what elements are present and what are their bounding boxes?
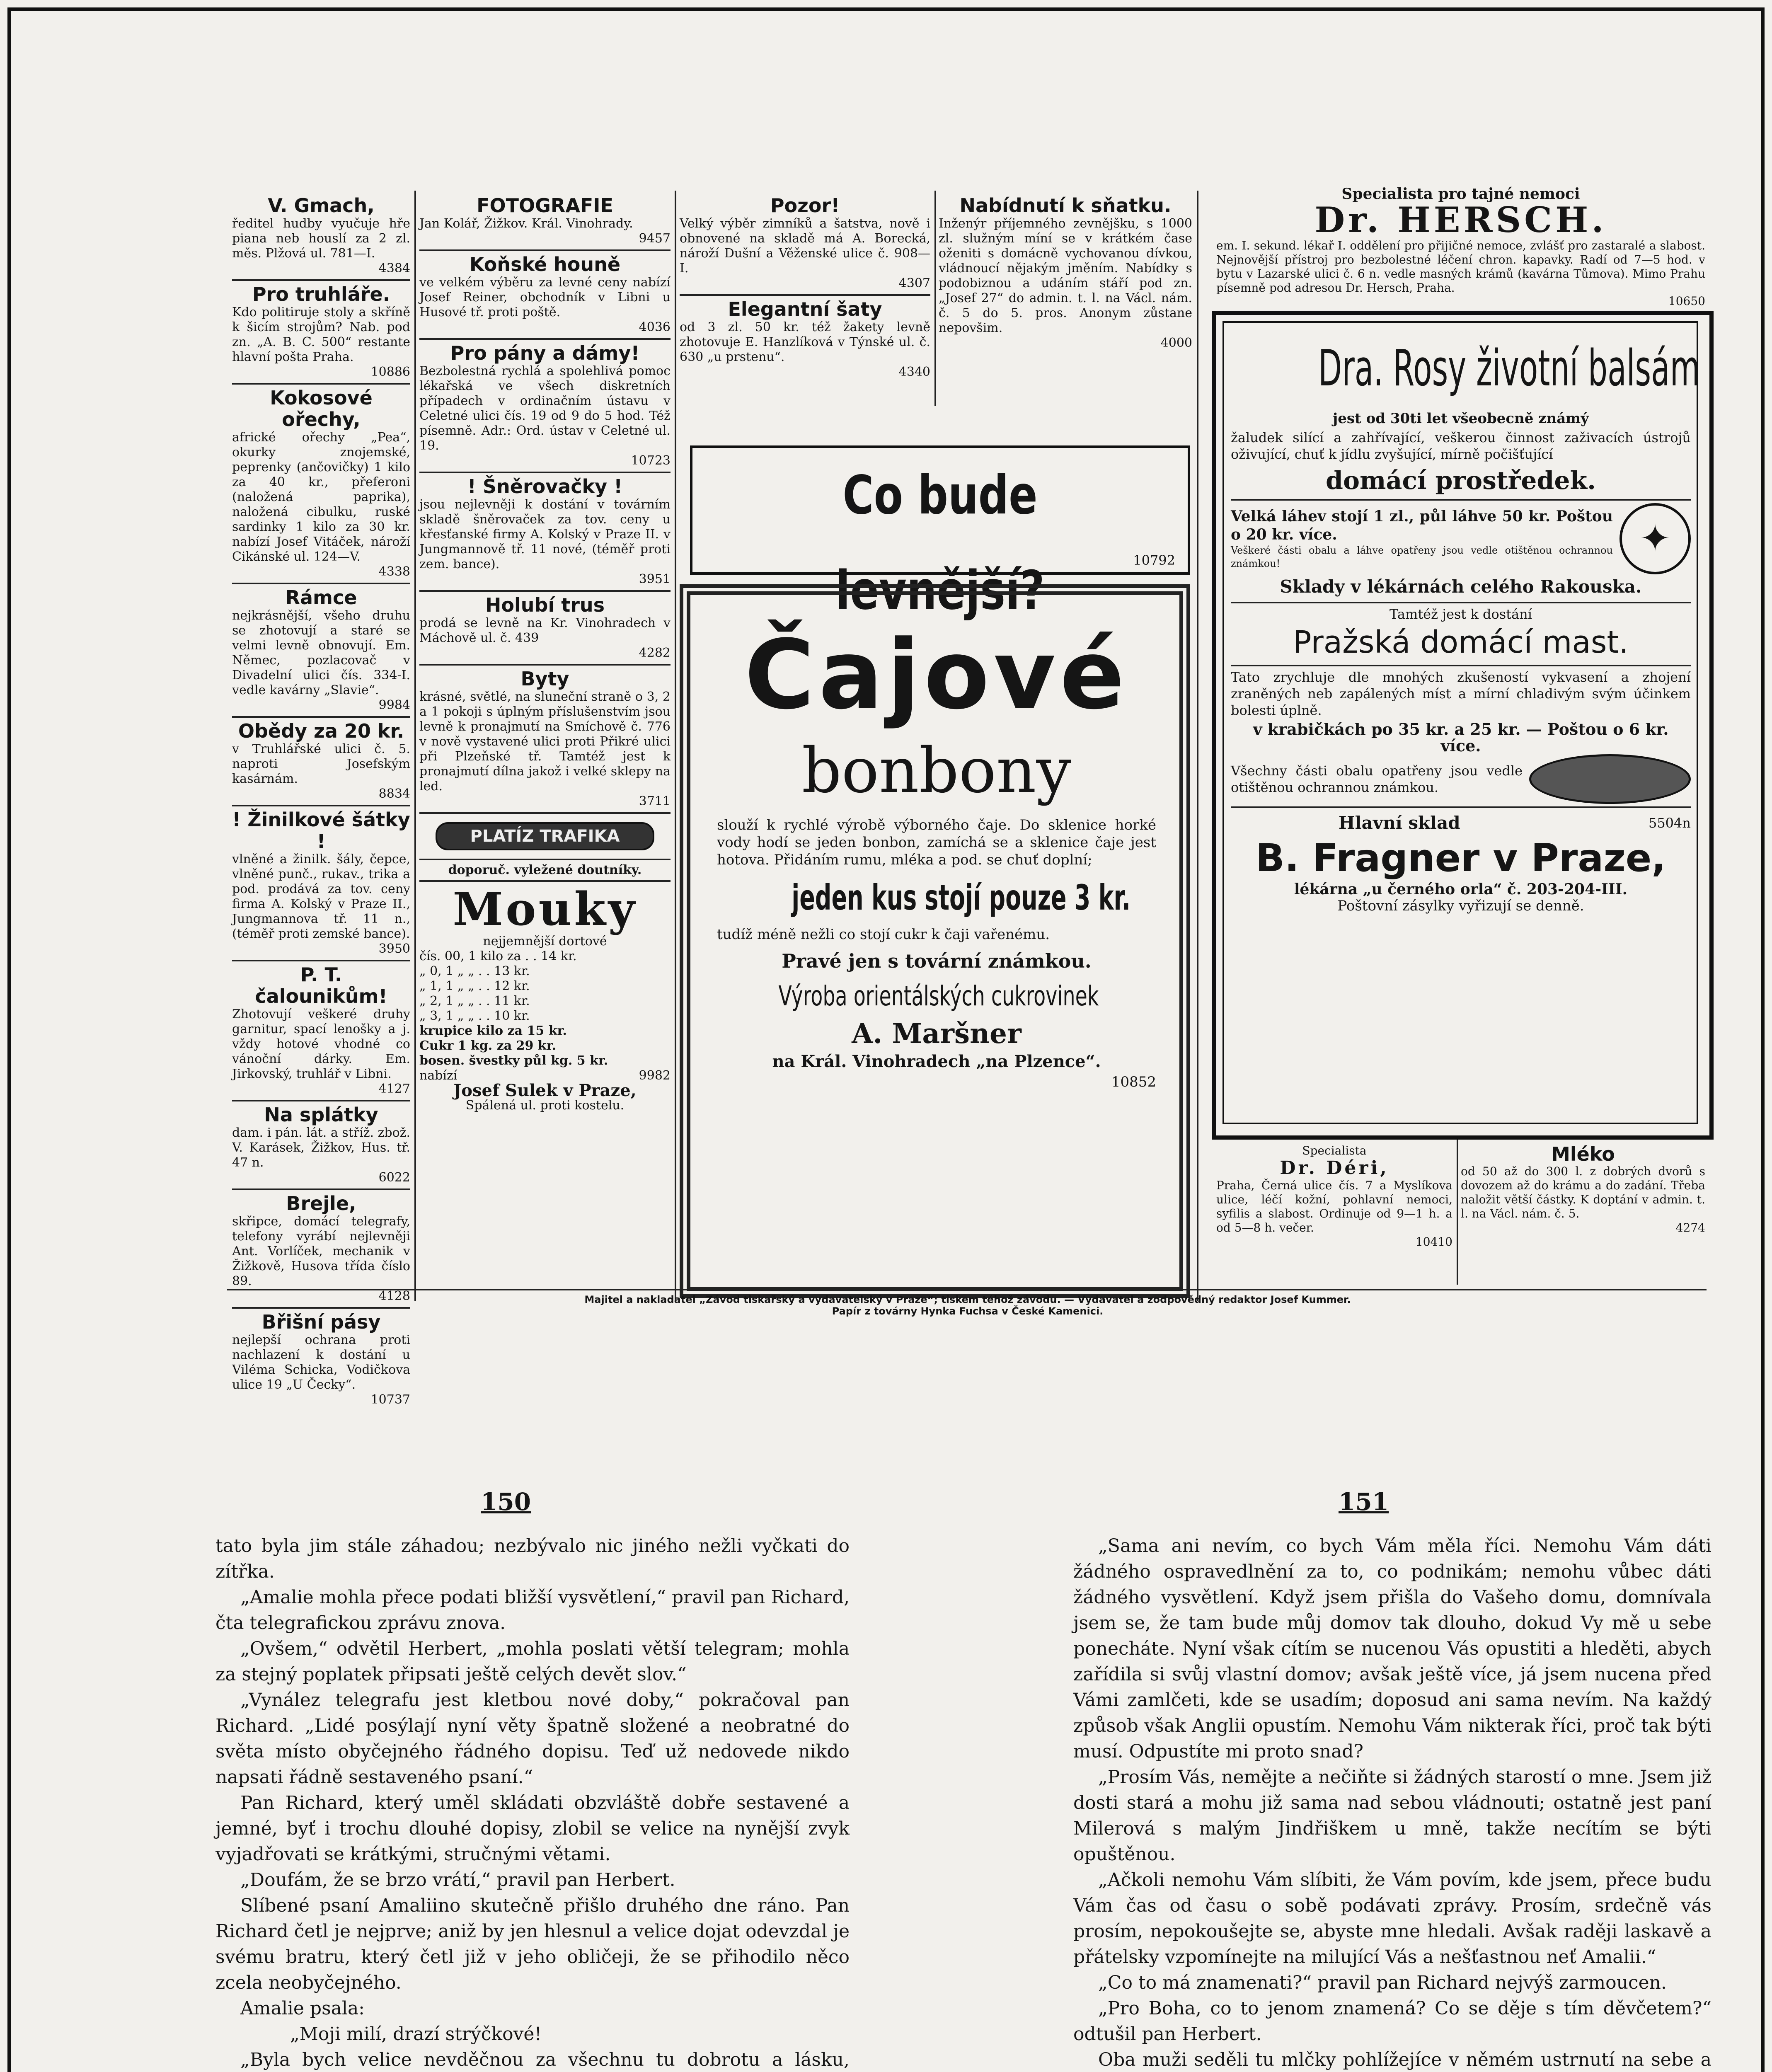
ad <box>232 587 410 713</box>
ad-number: 4036 <box>639 320 671 334</box>
ad <box>232 195 410 276</box>
ad-body: Jan Kolář, Žižkov. Král. Vinohrady. <box>419 216 633 231</box>
mouky-line: čís. 00, 1 kilo za . . 14 kr. <box>419 949 577 963</box>
ad-number: 9982 <box>639 1068 671 1083</box>
hersch-top: Specialista pro tajné nemoci <box>1341 185 1580 203</box>
ad-body: od 3 zl. 50 kr. též žakety levně zhotovuje E. Hanzlíková v Týnské ul. č. 630 „u prstenu“. <box>680 320 930 364</box>
ad-body: dam. i pán. lát. a stříž. zbož. V. Karásek, Žižkov, Hus. tř. 47 n. <box>232 1126 410 1170</box>
novel-paragraph: „Sama ani nevím, co bych Vám měla říci. Nemohu Vám dáti žádného ospravedlnění za to, co podnikám; nemohu vůbec dáti žádného vysvětlení. Když jsem přišla do Vašeho domu, domnívala jsem se, že tam bude můj domov tak dlouho, dokud Vy mě u sebe ponecháte. Nyní však cítím se nucenou Vás opustiti a hleděti, abych zařídila si svůj vlastní domov; avšak ještě více, já jsem nucena před Vámi zamlčeti, kde se usadím; doposud ani sama nevím. Na každý způsob však Anglii opustím. Nemohu Vám nikterak říci, proč tak býti musí. Odpustíte mi proto snad? <box>1073 1535 1711 1762</box>
col-divider <box>675 191 676 1301</box>
ad-title: Pro pány a dámy! <box>450 342 640 364</box>
ad-title: FOTOGRAFIE <box>477 194 613 217</box>
ad <box>232 964 410 1097</box>
novel-paragraph: Amalie psala: <box>240 1998 365 2019</box>
ad-number: 9457 <box>639 231 671 246</box>
ad-number: 3950 <box>378 942 410 956</box>
ad-separator <box>232 960 410 961</box>
mleko-title: Mléko <box>1551 1143 1615 1165</box>
ad-separator <box>232 583 410 584</box>
novel-paragraph: „Ovšem,“ odvětil Herbert, „mohla poslati větší telegram; mohla za stejný poplatek připsati ještě celých devět slov.“ <box>215 1638 850 1685</box>
rosy-title: Dra. Rosy životní balsám <box>1318 340 1700 397</box>
ad-title: Na splátky <box>264 1104 378 1126</box>
ad-separator <box>232 383 410 385</box>
deri-ad <box>1216 1144 1452 1285</box>
cajove-ad <box>717 622 1156 1260</box>
ad-number: 10886 <box>370 365 410 379</box>
ad-title: Elegantní šaty <box>728 298 882 320</box>
ad-title: Nabídnutí k sňatku. <box>959 194 1172 217</box>
cajove-title: Čajové <box>744 620 1129 731</box>
ad-separator <box>419 249 671 251</box>
ad-separator <box>232 279 410 281</box>
ad <box>419 342 671 468</box>
rosy-fragner: B. Fragner v Praze, <box>1255 836 1666 880</box>
ad-title: ! Žinilkové šátky ! <box>232 808 410 852</box>
novel-page-151 <box>1073 1533 1711 2072</box>
ad-number: 10650 <box>1668 294 1705 308</box>
hersch-name: Dr. HERSCH. <box>1314 199 1607 240</box>
ad-separator <box>232 716 410 718</box>
footer-line: Papír z továrny Hynka Fuchsa v České Kamenici. <box>832 1305 1104 1317</box>
deri-top: Specialista <box>1302 1144 1367 1157</box>
ad-body: vlněné a žinilk. šály, čepce, vlněné punč., rukav., trika a pod. prodává za tov. ceny firma A. Kolský v Praze II., Jungmannova tř. 11 n., (téměř proti zemské bance). <box>232 852 410 941</box>
cajove-genuine: Pravé jen s tovární známkou. <box>782 950 1092 972</box>
ad-title: Koňské houně <box>469 253 621 276</box>
ad-separator <box>419 590 671 592</box>
mouky-line: krupice kilo za 15 kr. <box>419 1024 567 1038</box>
mouky-line: Cukr 1 kg. za 29 kr. <box>419 1038 557 1053</box>
ad-separator <box>1231 602 1691 603</box>
ad-separator <box>232 805 410 806</box>
rosy-note: Veškeré části obalu a láhve opatřeny jsou vedle otištěnou ochrannou známkou! <box>1231 545 1613 569</box>
rosy-mast-body: Tato zrychluje dle mnohých zkušeností vykvasení a zhojení zraněných neb zapálených míst a mírní chladivým svým účinkem bolesti úplně. <box>1231 669 1691 718</box>
ad-body: ředitel hudby vyučuje hře piana neb houslí za 2 zl. měs. Plžová ul. 781—I. <box>232 216 410 261</box>
novel-paragraph: „Vynález telegrafu jest kletbou nové doby,“ pokračoval pan Richard. „Lidé posýlají nyní věty špatně složené a neobratné do světa místo obyčejného řádného dopisu. Teď už nedovede nikdo napsati řádně sestaveného psaní.“ <box>215 1690 850 1788</box>
ad <box>232 1311 410 1407</box>
ad-separator <box>1231 665 1691 666</box>
cajove-addr: na Král. Vinohradech „na Plzence“. <box>772 1052 1101 1071</box>
mleko-ad <box>1461 1144 1705 1285</box>
ad-number: 4338 <box>378 564 410 579</box>
ad-number: 4128 <box>378 1289 410 1303</box>
hersch-ad <box>1216 186 1705 307</box>
col-divider <box>934 191 936 406</box>
page-number: 151 <box>1339 1488 1389 1516</box>
deri-name: Dr. Déri, <box>1280 1157 1389 1179</box>
ad-body: Bezbolestná rychlá a spolehlivá pomoc lékařská ve všech diskretních případech v ordinačním ústavu v Celetné ulici čís. 19 od 9 do 5 hod. Též písemně. Adr.: Ord. ústav v Celetné ul. 19. <box>419 364 671 453</box>
rosy-sub: jest od 30ti let všeobecně známý <box>1332 410 1589 427</box>
ad <box>232 387 410 579</box>
ad <box>680 298 930 380</box>
ad-separator <box>1231 806 1691 808</box>
ad-body: Velký výběr zimníků a šatstva, nově i obnovené na skladě má A. Borecká, nároží Dušní a Věženské ulice č. 908—I. <box>680 216 930 276</box>
mouky-addr: Spálená ul. proti kostelu. <box>465 1098 625 1113</box>
mouky-line: „ 3, 1 „ „ . . 10 kr. <box>419 1009 530 1023</box>
mouky-firm: Josef Sulek v Praze, <box>453 1081 637 1100</box>
novel-paragraph: „Pro Boha, co to jenom znamená? Co se děje s tím děvčetem?“ odtušil pan Herbert. <box>1073 1998 1711 2045</box>
ad <box>419 254 671 335</box>
ad <box>232 720 410 801</box>
ad-number: 4000 <box>1160 336 1192 350</box>
cajove-sub: bonbony <box>801 735 1072 807</box>
ad <box>232 1193 410 1304</box>
cobude-text: Co bude levnější? <box>835 465 1045 622</box>
ad-title: ! Šněrovačky ! <box>467 475 623 498</box>
rosy-mast-note: Všechny části obalu opatřeny jsou vedle otištěnou ochrannou známkou. <box>1231 763 1523 795</box>
cajove-price: jeden kus stojí pouze 3 kr. <box>792 877 1131 918</box>
col-divider <box>1457 1140 1458 1285</box>
ad-number: 4340 <box>898 365 930 379</box>
ad-separator <box>419 472 671 473</box>
ad-number: 5504n <box>1648 815 1691 831</box>
trademark-banner-icon <box>1529 754 1691 804</box>
ad-title: Rámce <box>285 586 357 609</box>
rosy-body: žaludek silící a zahřívající, veškerou činnost zaživacích ústrojů oživující, chuť k jídlu zvyšující, mírně počišťující <box>1231 430 1691 462</box>
ad-body: nejkrásnější, všeho druhu se zhotovují a staré se velmi levně obnovují. Em. Němec, pozlacovač v Divadelní ulici čís. 334-I. vedle kavárny „Slavie“. <box>232 608 410 697</box>
ad-body: jsou nejlevněji k dostání v továrním skladě šněrovaček za tov. ceny u křesťanské firmy A. Kolský v Praze II. v Jungmannově tř. 11 nové, (téměř proti zem. bance). <box>419 497 671 571</box>
novel-paragraph: „Byla bych velice nevděčnou za všechnu tu dobrotu a lásku, <box>240 2049 850 2070</box>
novel-paragraph: „Moji milí, drazí strýčkové! <box>290 2024 542 2045</box>
ad-number: 8834 <box>378 787 410 801</box>
ads-column-2 <box>419 195 671 1285</box>
ad-number: 9984 <box>378 698 410 712</box>
ad-title: Brejle, <box>286 1192 356 1215</box>
ad <box>419 476 671 587</box>
novel-paragraph: „Co to má znamenati?“ pravil pan Richard nejvýš zarmoucen. <box>1098 1972 1667 1993</box>
ads-column-1 <box>232 194 410 1407</box>
ad-number: 6022 <box>378 1170 410 1185</box>
rosy-price: Velká láhev stojí 1 zl., půl láhve 50 kr. Poštou o 20 kr. více. <box>1231 508 1613 543</box>
ad-body: nejlepší ochrana proti nachlazení k dostání u Viléma Schicka, Vodičkova ulice 19 „U Čecky“. <box>232 1333 410 1392</box>
novel-paragraph: „Amalie mohla přece podati bližší vysvětlení,“ pravil pan Richard, čta telegrafickou zprávu znova. <box>215 1587 850 1634</box>
ad-number: 10737 <box>370 1392 410 1407</box>
ad-separator <box>419 664 671 666</box>
ad-title: Byty <box>520 668 569 690</box>
mouky-ad <box>419 863 671 1113</box>
ad-number: 4384 <box>378 261 410 276</box>
mouky-line: „ 0, 1 „ „ . . 13 kr. <box>419 964 530 978</box>
ad-number: 3951 <box>639 572 671 586</box>
mouky-nabizi: nabízí <box>419 1068 458 1083</box>
rosy-postovni: Poštovní zásylky vyřizují se denně. <box>1337 898 1584 914</box>
ad-body: Kdo politiruje stoly a skříně k šicím strojům? Nab. pod zn. „A. B. C. 500“ restante hlavní pošta Praha. <box>232 305 410 364</box>
ad <box>419 195 671 246</box>
mouky-top: doporuč. vyležené doutníky. <box>448 863 642 877</box>
eagle-trademark-icon: ✦ <box>1619 503 1691 574</box>
rosy-sklady: Sklady v lékárnách celého Rakouska. <box>1280 576 1642 597</box>
cajove-vyroba: Výroba orientálských cukrovinek <box>778 980 1099 1012</box>
platiz-trafika-banner: PLATÍZ TRAFIKA <box>436 822 654 850</box>
ad-separator <box>1231 499 1691 501</box>
ad-title: Břišní pásy <box>261 1311 381 1333</box>
ad <box>419 594 671 661</box>
ad-separator <box>419 880 671 882</box>
ad-title: Kokosové ořechy, <box>270 387 373 431</box>
mouky-line: „ 2, 1 „ „ . . 11 kr. <box>419 994 530 1008</box>
novel-paragraph: Pan Richard, který uměl skládati obzvláště dobře sestavené a jemné, byť i trochu dlouhé dopisy, zlobil se velice na nynější zvyk vyjadřovati se krátkými, stručnými větami. <box>215 1792 850 1865</box>
novel-paragraph: „Ačkoli nemohu Vám slíbiti, že Vám povím, kde jsem, přece budu Vám čas od času o sobě podávati zprávy. Prosím, srdečně vás prosím, nepokoušejte se, abyste mne hledali. Avšak raději laskavě a přátelsky vzpomínejte na milující Vás a nešťastnou neť Amalii.“ <box>1073 1869 1711 1968</box>
cobude-ad <box>690 445 1190 622</box>
ad-number: 10723 <box>631 453 671 468</box>
rosy-domaci: domácí prostředek. <box>1325 466 1596 495</box>
ad-body: africké ořechy „Pea“, okurky znojemské, peprenky (ančovičky) 1 kilo za 40 kr., přeferoni (naložená paprika), naložená cibulku, ruské sardinky 1 kilo za 30 kr. nabízí Josef Vitáček, nároží Cikánské ul. 124—V. <box>232 430 410 564</box>
ads-column-3 <box>680 195 930 402</box>
ad-separator <box>419 338 671 340</box>
page-number: 150 <box>481 1488 531 1516</box>
mouky-sub: nejjemnější dortové <box>483 934 607 949</box>
ad-number: 3711 <box>639 794 671 808</box>
novel-paragraph: Slíbené psaní Amaliino skutečně přišlo druhého dne ráno. Pan Richard četl je nejprve; aniž by jen hlesnul a velice dojat odevzdal je svému bratru, který četl již v jeho obličeji, že se přihodilo něco zcela neobyčejného. <box>215 1895 850 1993</box>
hersch-body: em. I. sekund. lékař I. oddělení pro přijičné nemoce, zvlášť pro zastaralé a slabost. Nejnovější přístroj pro bezbolestné léčení chron. kapavky. Radí od 7—5 hod. v bytu v Lazarské ulici č. 6 n. vedle masných krámů (kavárna Tůmova). Mimo Prahu písemně pod adresou Dr. Hersch, Praha. <box>1216 239 1705 295</box>
col-divider <box>1197 191 1198 1301</box>
rosy-mast-price: v krabičkách po 35 kr. a 25 kr. — Poštou o 6 kr. více. <box>1253 720 1669 755</box>
novel-paragraph: tato byla jim stále záhadou; nezbývalo nic jiného nežli vyčkati do zítřka. <box>215 1535 850 1582</box>
ad-separator <box>232 1100 410 1101</box>
mleko-body: od 50 až do 300 l. z dobrých dvorů s dovozem až do krámu a do zadání. Třeba naložit větší částky. K doptání v admin. t. l. na Václ. nám. č. 5. <box>1461 1164 1705 1220</box>
rosy-tamtez: Tamtéž jest k dostání <box>1390 606 1532 622</box>
rosy-hlavni: Hlavní sklad <box>1339 813 1460 833</box>
sheet-footer <box>232 1294 1703 1317</box>
ad-body: Inženýr příjemného zevnějšku, s 1000 zl. služným míní se v krátkém čase oženiti s domácně vychovanou dívkou, vládnoucí nějakým jměním. Nabídky s podobiznou a udáním stáří pod zn. „Josef 27“ do admin. t. l. na Václ. nám. č. 5 do 5. pros. Anonym zůstane nepovšim. <box>939 216 1192 335</box>
mouky-line: „ 1, 1 „ „ . . 12 kr. <box>419 979 530 993</box>
cajove-body: slouží k rychlé výrobě výborného čaje. Do sklenice horké vody hodí se jeden bonbon, zamíchá se a sklenice čaje jest hotova. Přidáním rumu, mléka a pod. se chuť doplní; <box>717 817 1156 868</box>
ad-separator <box>419 812 671 814</box>
footer-line: Majitel a nakladatel „Závod tiskařský a vydavatelský v Praze“; tiskem téhož závodu. — Vydavatel a zodpovědný redaktor Josef Kummer. <box>584 1294 1351 1305</box>
ad-title: Holubí trus <box>485 594 605 616</box>
ad-number: 4127 <box>378 1082 410 1096</box>
ad-separator <box>232 1188 410 1190</box>
ad-separator <box>680 294 930 296</box>
cajove-body: tudíž méně nežli co stojí cukr k čaji vařenému. <box>717 926 1050 943</box>
ad <box>232 283 410 380</box>
ad-separator <box>419 859 671 860</box>
rosy-ad <box>1231 327 1700 1123</box>
ad-title: Pozor! <box>770 194 840 217</box>
ad-body: prodá se levně na Kr. Vinohradech v Máchově ul. č. 439 <box>419 616 671 645</box>
mouky-title: Mouky <box>453 882 637 936</box>
novel-page-150 <box>215 1533 850 2072</box>
ad-body: ve velkém výběru za levné ceny nabízí Josef Reiner, obchodník v Libni u Husové tř. proti poště. <box>419 275 671 320</box>
ad-body: Zhotovují veškeré druhy garnitur, spací lenošky a j. vždy hotové vhodné co vánoční dárky. Em. Jirkovský, truhlář v Libni. <box>232 1007 410 1081</box>
ad-body: v Truhlářské ulici č. 5. naproti Josefským kasárnám. <box>232 742 410 786</box>
mouky-line: bosen. švestky půl kg. 5 kr. <box>419 1053 608 1068</box>
ad-title: Pro truhláře. <box>252 283 390 305</box>
ad-body: skřipce, domácí telegrafy, telefony vyrábí nejlevněji Ant. Vorlíček, mechanik v Žižkově, Husova třída číslo 89. <box>232 1214 410 1288</box>
ad <box>680 195 930 291</box>
ad-number: 10852 <box>1111 1074 1156 1090</box>
col-divider <box>414 191 416 1301</box>
cajove-firm: A. Maršner <box>852 1017 1022 1050</box>
ad-number: 4274 <box>1675 1221 1705 1234</box>
ad-number: 10410 <box>1415 1235 1452 1249</box>
novel-paragraph: Oba muži seděli tu mlčky pohlížejíce v němém ustrnutí na sebe a <box>1098 2049 1711 2070</box>
novel-paragraph: „Prosím Vás, nemějte a nečiňte si žádných starostí o mne. Jsem již dosti stará a mohu již sama nad sebou vládnouti; ostatně jest paní Milerová s malým Jindřiškem u mně, takže necítím se býti opuštěnou. <box>1073 1767 1711 1865</box>
ad-number: 4307 <box>898 276 930 290</box>
ad-number: 10792 <box>1133 552 1175 568</box>
ad <box>232 809 410 956</box>
ad <box>939 195 1192 351</box>
rosy-mast: Pražská domácí mast. <box>1293 625 1629 660</box>
ad <box>232 1104 410 1185</box>
ad <box>419 668 671 809</box>
ad-title: Obědy za 20 kr. <box>238 720 404 742</box>
ad-title: V. Gmach, <box>268 194 375 217</box>
rosy-lekarna: lékárna „u černého orla“ č. 203-204-III. <box>1294 881 1628 898</box>
deri-body: Praha, Černá ulice čís. 7 a Myslíkova ulice, léčí kožní, pohlavní nemoci, syfilis a slabost. Ordinuje od 9—1 h. a od 5—8 h. večer. <box>1216 1179 1452 1234</box>
ads-column-4 <box>939 195 1192 402</box>
ad-number: 4282 <box>639 646 671 660</box>
ad-body: krásné, světlé, na sluneční straně o 3, 2 a 1 pokoji s úplným příslušenstvím jsou levně k pronajmutí na Smíchově č. 776 v nově vystavené ulici proti Přikré ulici při Plzeňské tř. Tamtéž jest k pronajmutí dílna jakož i velké sklepy na led. <box>419 690 671 794</box>
novel-paragraph: „Doufám, že se brzo vrátí,“ pravil pan Herbert. <box>240 1869 675 1890</box>
ad-title: P. T. čalounikům! <box>255 963 387 1007</box>
